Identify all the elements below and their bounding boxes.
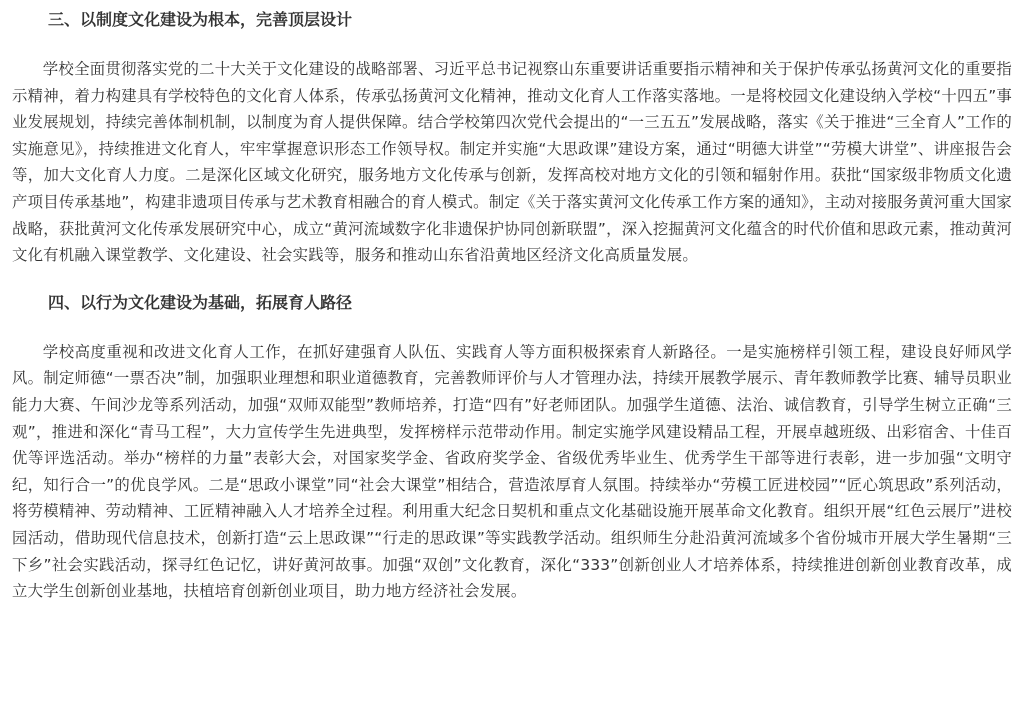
spacer	[12, 34, 1012, 56]
section-paragraph-4: 学校高度重视和改进文化育人工作，在抓好建强育人队伍、实践育人等方面积极探索育人新路径。一是实施榜样引领工程，建设良好师风学风。制定师德“一票否决”制，加强职业理想和职业道德教育，完善教师评价与人才管理办法，持续开展教学展示、青年教师教学比赛、辅导员职业能力大赛、午间沙龙等系列活动，加强“双师双能型”教师培养，打造“四有”好老师团队。加强学生道德、法治、诚信教育，引导学生树立正确“三观”，推进和深化“青马工程”，大力宣传学生先进典型，发挥榜样示范带动作用。制定实施学风建设精品工程，开展卓越班级、出彩宿舍、十佳百优等评选活动。举办“榜样的力量”表彰大会，对国家奖学金、省政府奖学金、省级优秀毕业生、优秀学生干部等进行表彰，进一步加强“文明守纪，知行合一”的优良学风。二是“思政小课堂”同“社会大课堂”相结合，营造浓厚育人氛围。持续举办“劳模工匠进校园”“匠心筑思政”系列活动，将劳模精神、劳动精神、工匠精神融入人才培养全过程。利用重大纪念日契机和重点文化基础设施开展革命文化教育。组织开展“红色云展厅”进校园活动，借助现代信息技术，创新打造“云上思政课”“行走的思政课”等实践教学活动。组织师生分赴沿黄河流域多个省份城市开展大学生暑期“三下乡”社会实践活动，探寻红色记忆，讲好黄河故事。加强“双创”文化教育，深化“333”创新创业人才培养体系，持续推进创新创业教育改革，成立大学生创新创业基地，扶植培育创新创业项目，助力地方经济社会发展。	[12, 342, 1012, 601]
section-heading-4: 四、以行为文化建设为基础，拓展育人路径	[48, 292, 353, 312]
spacer	[12, 269, 1012, 289]
spacer	[12, 317, 1012, 339]
section-paragraph-3: 学校全面贯彻落实党的二十大关于文化建设的战略部署、习近平总书记视察山东重要讲话重要指示精神和关于保护传承弘扬黄河文化的重要指示精神，着力构建具有学校特色的文化育人体系，传承弘扬黄河文化精神，推动文化育人工作落实落地。一是将校园文化建设纳入学校“十四五”事业发展规划，持续完善体制机制，以制度为育人提供保障。结合学校第四次党代会提出的“一三五五”发展战略，落实《关于推进“三全育人”工作的实施意见》，持续推进文化育人，牢牢掌握意识形态工作领导权。制定并实施“大思政课”建设方案，通过“明德大讲堂”“劳模大讲堂”、讲座报告会等，加大文化育人力度。二是深化区域文化研究，服务地方文化传承与创新，发挥高校对地方文化的引领和辐射作用。获批“国家级非物质文化遗产项目传承基地”，构建非遗项目传承与艺术教育相融合的育人模式。制定《关于落实黄河文化传承工作方案的通知》，主动对接服务黄河重大国家战略，获批黄河文化传承发展研究中心，成立“黄河流域数字化非遗保护协同创新联盟”，深入挖掘黄河文化蕴含的时代价值和思政元素，推动黄河文化有机融入课堂教学、文化建设、社会实践等，服务和推动山东省沿黄地区经济文化高质量发展。	[12, 60, 1012, 265]
section-heading-3: 三、以制度文化建设为根本，完善顶层设计	[48, 10, 353, 29]
